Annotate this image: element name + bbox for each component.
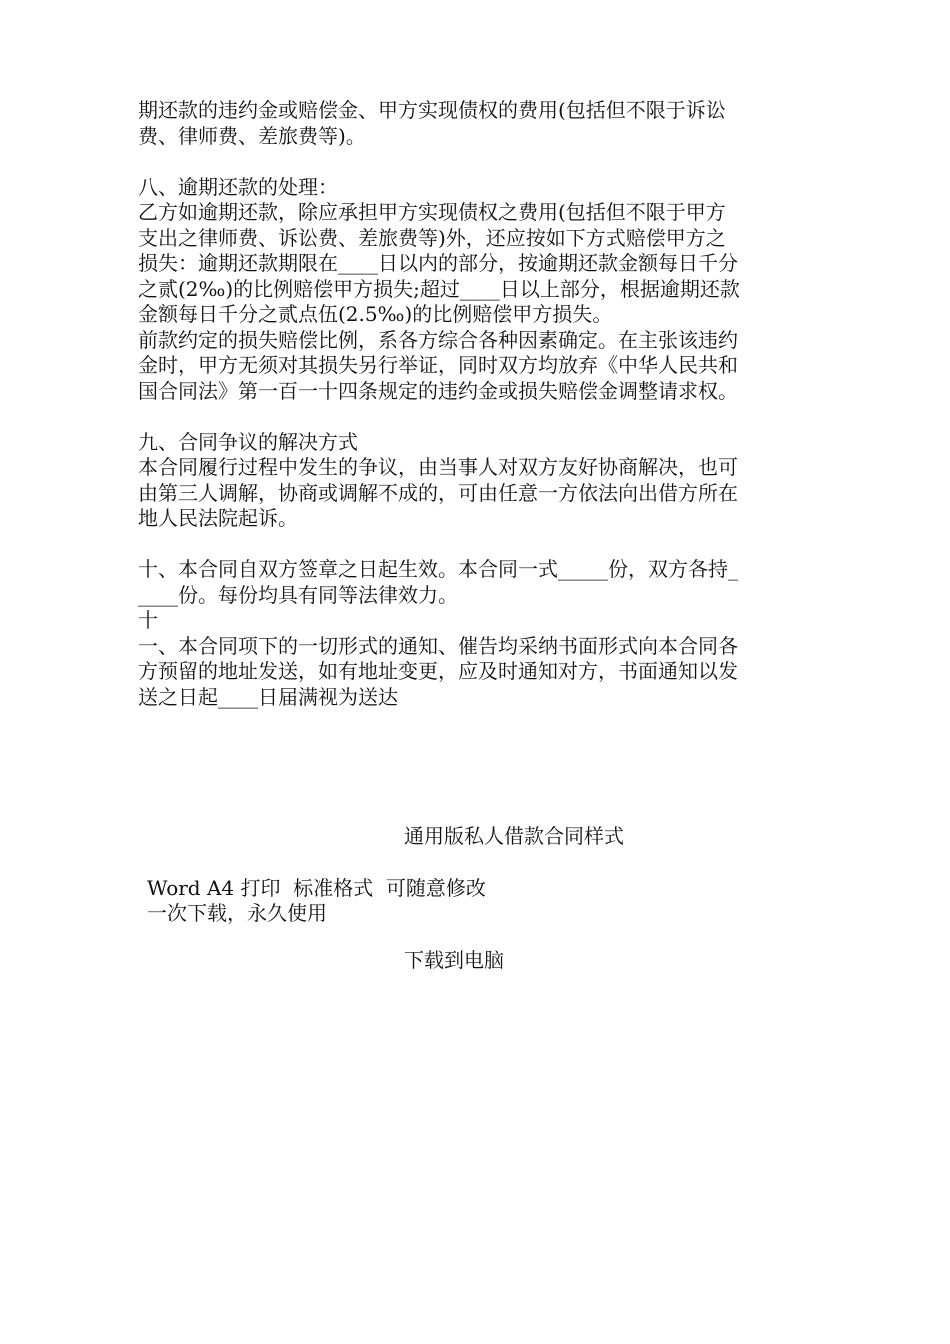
text-line: ____份。每份均具有同等法律效力。 — [138, 582, 458, 607]
download-link[interactable]: 下载到电脑 — [404, 948, 504, 972]
promo-features: Word A4 打印 标准格式 可随意修改 — [147, 876, 486, 900]
spacer — [138, 532, 818, 558]
text-line: 支出之律师费、诉讼费、差旅费等)外，还应按如下方式赔偿甲方之 — [138, 225, 726, 250]
text-line: 损失：逾期还款期限在____日以内的部分，按逾期还款金额每日千分 — [138, 251, 738, 275]
text-line: 十、本合同自双方签章之日起生效。本合同一式_____份，双方各持_ — [138, 557, 738, 581]
section-heading: 十 — [138, 608, 158, 632]
text-line: 一、本合同项下的一切形式的通知、催告均采纳书面形式向本合同各 — [138, 633, 738, 658]
spacer — [138, 404, 818, 430]
section-heading: 九、合同争议的解决方式 — [138, 429, 358, 454]
text-line: 期还款的违约金或赔偿金、甲方实现债权的费用(包括但不限于诉讼 — [138, 98, 726, 122]
promo-title: 通用版私人借款合同样式 — [404, 824, 624, 848]
text-line: 金额每日千分之贰点伍(2.5‰)的比例赔偿甲方损失。 — [138, 302, 613, 326]
text-line: 本合同履行过程中发生的争议，由当事人对双方友好协商解决，也可 — [138, 455, 738, 479]
text-line: 乙方如逾期还款，除应承担甲方实现债权之费用(包括但不限于甲方 — [138, 200, 726, 224]
text-line: 地人民法院起诉。 — [138, 506, 298, 530]
text-line: 方预留的地址发送，如有地址变更，应及时通知对方，书面通知以发 — [138, 659, 738, 683]
spacer — [138, 149, 818, 175]
text-line: 费、律师费、差旅费等)。 — [138, 123, 366, 148]
text-line: 国合同法》第一百一十四条规定的违约金或损失赔偿金调整请求权。 — [138, 378, 738, 403]
text-line: 由第三人调解，协商或调解不成的，可由任意一方依法向出借方所在 — [138, 480, 738, 505]
text-line: 送之日起____日届满视为送达 — [138, 684, 398, 709]
section-heading: 八、逾期还款的处理： — [138, 174, 338, 199]
promo-usage: 一次下载，永久使用 — [147, 901, 327, 925]
text-line: 金时，甲方无须对其损失另行举证，同时双方均放弃《中华人民共和 — [138, 353, 738, 377]
text-line: 之贰(2‰)的比例赔偿甲方损失;超过____日以上部分，根据逾期还款 — [138, 276, 740, 301]
text-line: 前款约定的损失赔偿比例，系各方综合各种因素确定。在主张该违约 — [138, 327, 738, 352]
contract-body — [138, 98, 818, 710]
